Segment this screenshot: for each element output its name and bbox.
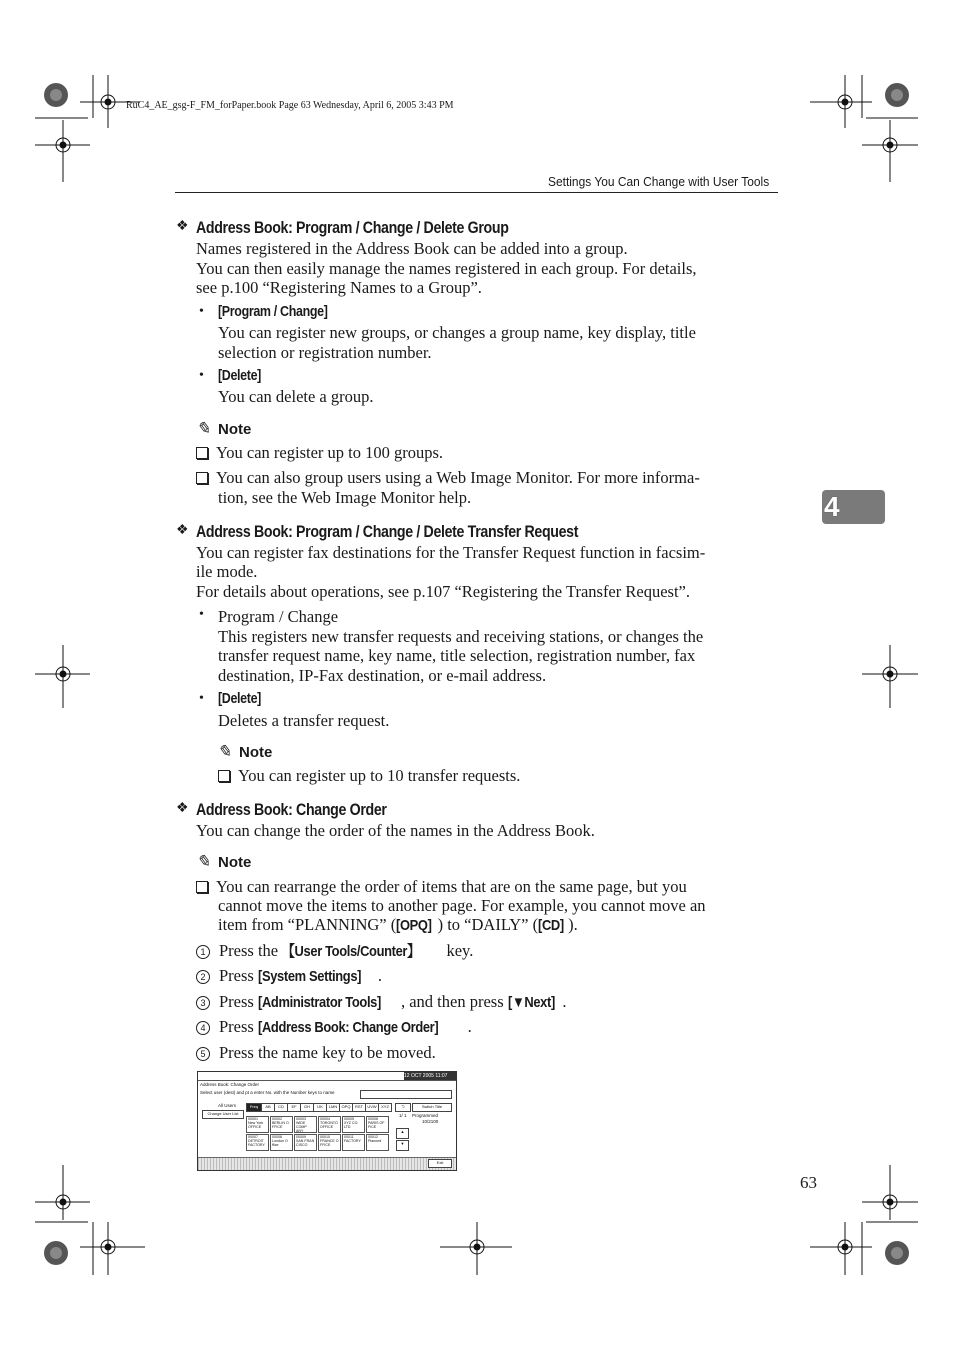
running-title: Settings You Can Change with User Tools — [548, 174, 770, 189]
tab-ijk[interactable]: IJK — [313, 1103, 327, 1112]
diamond-icon: ❖ — [176, 801, 189, 816]
section3-note1a: You can rearrange the order of items that are on the same page, but you — [196, 877, 687, 897]
pencil-icon: ✎ — [217, 742, 232, 761]
name-key[interactable]: 00011 FACTORY — [342, 1134, 365, 1151]
control-panel-screenshot — [197, 1071, 457, 1171]
programmed-label: Programmed — [412, 1113, 439, 1118]
screen-instruction: Select user (dest) and pt a enter No. with the Number keys to name — [200, 1090, 335, 1095]
section2-b1-l3: destination, IP-Fax destination, or e-mail address. — [218, 666, 547, 685]
name-key[interactable]: 00008 London O ffice — [270, 1134, 293, 1151]
tab-ef[interactable]: EF — [287, 1103, 301, 1112]
section3-note1c: item from “PLANNING” ([OPQ] ) to “DAILY” ([CD] ). — [218, 915, 578, 934]
checkbox-icon — [196, 447, 208, 459]
section1-b2-l1: You can delete a group. — [218, 387, 374, 406]
section2-b1-l2: transfer request name, key name, title selection, registration number, fax — [218, 646, 696, 665]
file-info: RuC4_AE_gsg-F_FM_forPaper.book Page 63 Wednesday, April 6, 2005 3:43 PM — [126, 100, 454, 111]
tab-lmn[interactable]: LMN — [326, 1103, 340, 1112]
diamond-icon: ❖ — [176, 523, 189, 538]
tab-uvw[interactable]: UVW — [365, 1103, 379, 1112]
section1-b1-l2: selection or registration number. — [218, 343, 432, 362]
name-key[interactable]: 00009 SAN FRAN CISCO — [294, 1134, 317, 1151]
name-key[interactable]: 00002 BERLIN O FFICE — [270, 1116, 293, 1133]
section2-note-label: Note — [239, 744, 273, 761]
diamond-icon: ❖ — [176, 219, 189, 234]
section1-b1-label: [Program / Change] — [218, 304, 328, 320]
name-key[interactable]: 00003 WIDE COMP ANY — [294, 1116, 317, 1133]
tab-xyz[interactable]: XYZ — [378, 1103, 392, 1112]
change-user-list-button[interactable]: Change User List — [202, 1110, 244, 1119]
name-key[interactable]: 00004 TORONTO OFFICE — [318, 1116, 341, 1133]
name-key-grid — [246, 1116, 410, 1152]
page-number: 63 — [800, 1173, 817, 1192]
section3-note1b: cannot move the items to another page. For example, you cannot move an — [218, 896, 706, 915]
section1-p1: Names registered in the Address Book can be added into a group. — [196, 239, 628, 258]
pencil-icon: ✎ — [196, 852, 211, 871]
section1-note2a: You can also group users using a Web Image Monitor. For more informa- — [196, 468, 700, 488]
name-key[interactable]: 00001 New York OFFICE — [246, 1116, 269, 1133]
header-rule — [175, 192, 778, 193]
section2-b1-l1: This registers new transfer requests and receiving stations, or changes the — [218, 627, 704, 646]
section1-note-label: Note — [218, 421, 252, 438]
pencil-icon: ✎ — [196, 419, 211, 438]
section1-title: Address Book: Program / Change / Delete Group — [196, 219, 509, 237]
name-key[interactable]: 00010 FRANCE O FFICE — [318, 1134, 341, 1151]
status-clock: 12 OCT 2005 11:07 — [404, 1072, 456, 1080]
programmed-value: 10/2100 — [422, 1119, 439, 1124]
section2-note1: You can register up to 10 transfer requests. — [218, 766, 520, 786]
section3-title: Address Book: Change Order — [196, 801, 387, 819]
screen-title: Address Book: Change Order — [200, 1082, 260, 1087]
step-2: 2 Press [System Settings] . — [196, 966, 382, 987]
section2-b2-l1: Deletes a transfer request. — [218, 711, 390, 730]
checkbox-icon — [218, 770, 230, 782]
tab-rst[interactable]: RST — [352, 1103, 366, 1112]
section2-p1b: ile mode. — [196, 562, 258, 581]
screen-footer — [198, 1157, 456, 1170]
step-1: 1 Press the 【User Tools/Counter】 key. — [196, 941, 473, 962]
section1-b1-l1: You can register new groups, or changes a group name, key display, title — [218, 323, 696, 342]
checkbox-icon — [196, 472, 208, 484]
section1-note2b: tion, see the Web Image Monitor help. — [218, 488, 472, 507]
tab-cd[interactable]: CD — [274, 1103, 288, 1112]
checkbox-icon — [196, 881, 208, 893]
bullet-icon: • — [199, 368, 204, 383]
section2-p1a: You can register fax destinations for the Transfer Request function in facsim- — [196, 543, 706, 562]
name-key[interactable]: 00005 XYZ CO. LTD — [342, 1116, 365, 1133]
name-key[interactable]: 00012 Planned — [366, 1134, 389, 1151]
step-4: 4 Press [Address Book: Change Order] . — [196, 1017, 472, 1038]
section2-title: Address Book: Program / Change / Delete Transfer Request — [196, 523, 579, 541]
section2-b1-label: Program / Change — [218, 607, 339, 626]
chapter-tab: 4 — [822, 490, 885, 524]
name-key[interactable]: 00007 DETROIT FACTORY — [246, 1134, 269, 1151]
tab-freq[interactable]: Freq — [246, 1103, 262, 1112]
section3-p1: You can change the order of the names in the Address Book. — [196, 821, 595, 840]
section1-p2a: You can then easily manage the names registered in each group. For details, — [196, 259, 697, 278]
scroll-up-icon[interactable]: ▲ — [396, 1128, 409, 1139]
tab-opq[interactable]: OPQ — [339, 1103, 353, 1112]
tab-gh[interactable]: GH — [300, 1103, 314, 1112]
switch-title-button[interactable]: Switch Title — [412, 1103, 452, 1112]
section2-p2: For details about operations, see p.107 “Registering the Transfer Request”. — [196, 582, 690, 601]
exit-button[interactable]: Exit — [428, 1159, 452, 1168]
section1-b2-label: [Delete] — [218, 368, 261, 384]
step-5: 5 Press the name key to be moved. — [196, 1043, 436, 1063]
scroll-down-icon[interactable]: ▼ — [396, 1140, 409, 1151]
status-bar — [198, 1072, 456, 1081]
bullet-icon: • — [199, 607, 204, 622]
section1-note1: You can register up to 100 groups. — [196, 443, 443, 463]
bullet-icon: • — [199, 304, 204, 319]
page-indicator: 1/ 1 — [399, 1113, 407, 1118]
all-users-label: All Users — [218, 1103, 237, 1108]
section2-b2-label: [Delete] — [218, 691, 261, 707]
name-key[interactable]: 00006 PARIS OF FICE — [366, 1116, 389, 1133]
tab-ab[interactable]: AB — [261, 1103, 275, 1112]
number-field[interactable] — [360, 1090, 452, 1099]
bullet-icon: • — [199, 691, 204, 706]
section3-note-label: Note — [218, 854, 252, 871]
back-arrow-icon[interactable]: ⮌ — [395, 1103, 411, 1112]
step-3: 3 Press [Administrator Tools] , and then press [▼Next] . — [196, 992, 566, 1013]
section1-p2b: see p.100 “Registering Names to a Group”. — [196, 278, 482, 297]
